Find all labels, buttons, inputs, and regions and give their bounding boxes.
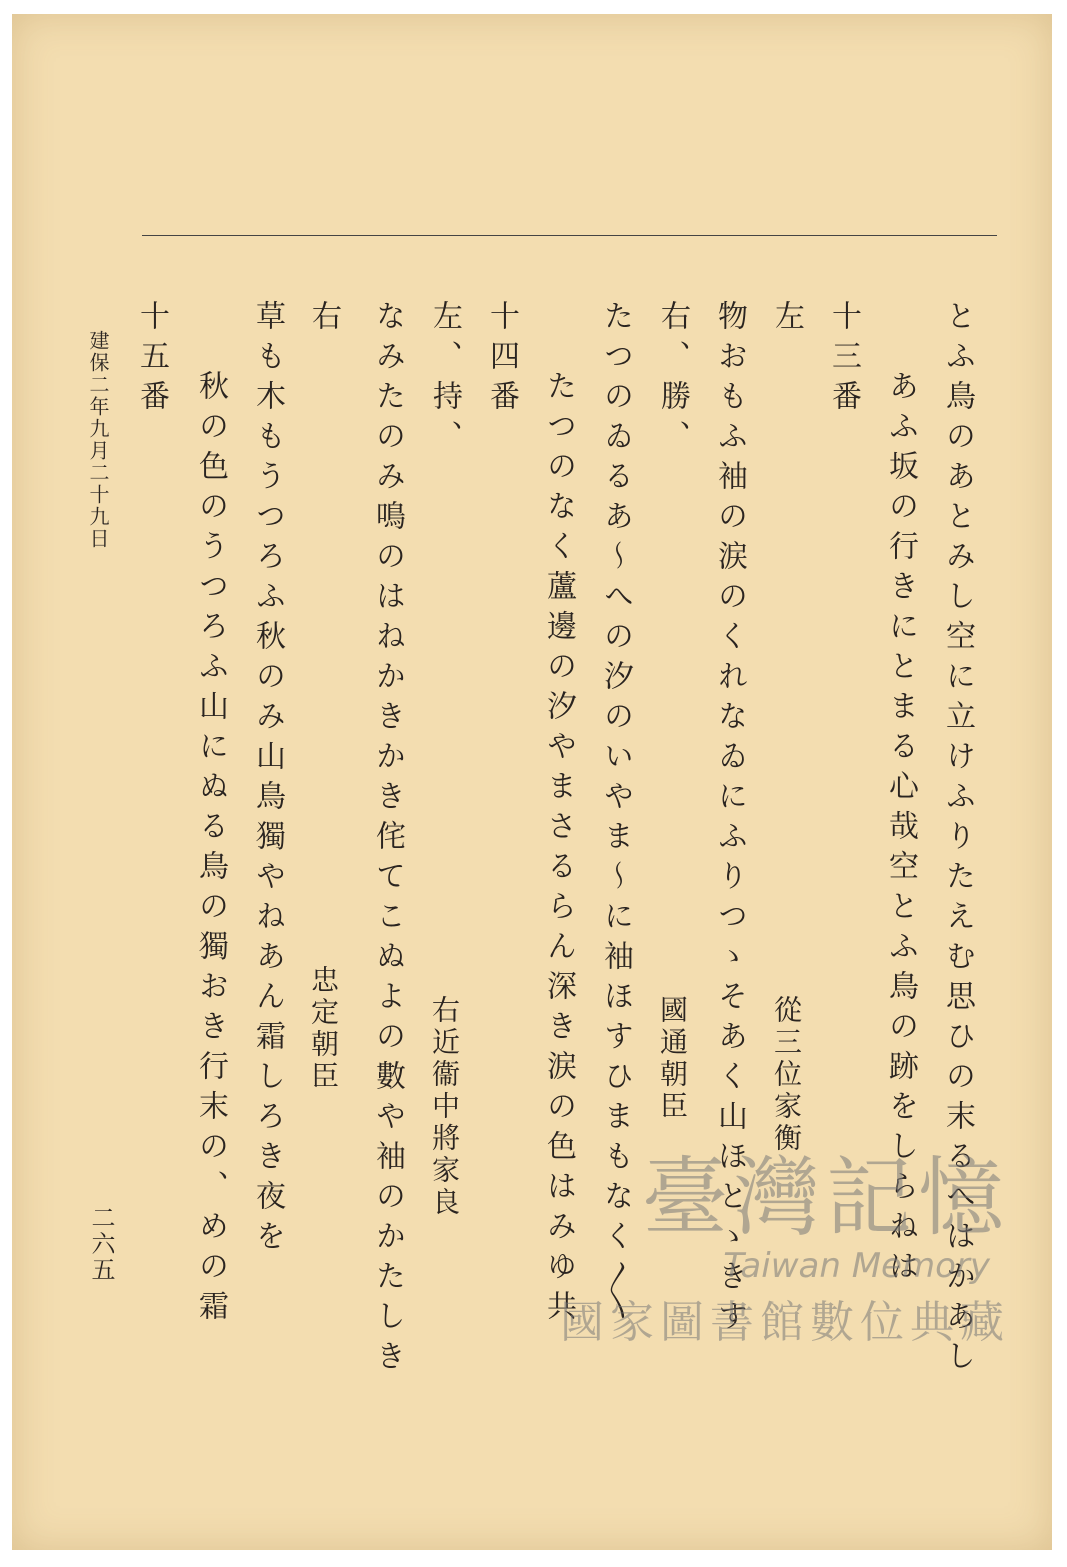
page-number: 二六五 bbox=[87, 1205, 115, 1283]
text-column-11: なみたのみ鳴のはねかきかき侘てこぬよの數や袖のかたしき bbox=[370, 300, 405, 1380]
text-column-4: 左 bbox=[769, 300, 804, 340]
author-13-right: 國通朝臣 bbox=[656, 995, 689, 1123]
author-14-left: 右近衞中將家良 bbox=[428, 995, 461, 1219]
text-column-14: 秋の色のうつろふ山にぬる鳥の獨おき行末の、めの霜 bbox=[193, 370, 228, 1330]
header-rule bbox=[142, 235, 997, 236]
watermark-subtitle: 國家圖書館數位典藏 bbox=[560, 1297, 1010, 1348]
text-column-1: とふ鳥のあとみし空に立けふりたえむ思ひの末るへはかあし bbox=[940, 300, 975, 1380]
text-column-7: たつのゐるあ〜への汐のいやま〜に袖ほすひまもなく〳〵 bbox=[598, 300, 633, 1330]
text-column-15: 十五番 bbox=[134, 300, 169, 420]
date-line: 建保二年九月二十九日 bbox=[86, 330, 110, 550]
watermark-english: Taiwan Memory bbox=[723, 1246, 990, 1286]
library-watermark bbox=[490, 1150, 1010, 1350]
text-column-8: たつのなく蘆邊の汐やまさるらん深き涙の色はみゆ共 bbox=[541, 370, 576, 1330]
text-column-10: 左、持、 bbox=[427, 300, 462, 460]
text-column-2: あふ坂の行きにとまる心哉空とふ鳥の跡をしらねは bbox=[883, 370, 918, 1290]
watermark-logo-text: 臺灣記憶 bbox=[642, 1148, 1010, 1248]
text-column-13: 草も木もうつろふ秋のみ山鳥獨やねあん霜しろき夜を bbox=[250, 300, 285, 1260]
author-13-left: 從三位家衡 bbox=[770, 995, 803, 1155]
text-column-3: 十三番 bbox=[826, 300, 861, 420]
text-column-6: 右、勝、 bbox=[655, 300, 690, 460]
author-14-right: 忠定朝臣 bbox=[307, 965, 340, 1093]
text-column-5: 物おもふ袖の涙のくれなゐにふりつゝそあく山ほとゝきす bbox=[712, 300, 747, 1340]
text-column-12: 右 bbox=[306, 300, 341, 340]
text-column-9: 十四番 bbox=[484, 300, 519, 420]
